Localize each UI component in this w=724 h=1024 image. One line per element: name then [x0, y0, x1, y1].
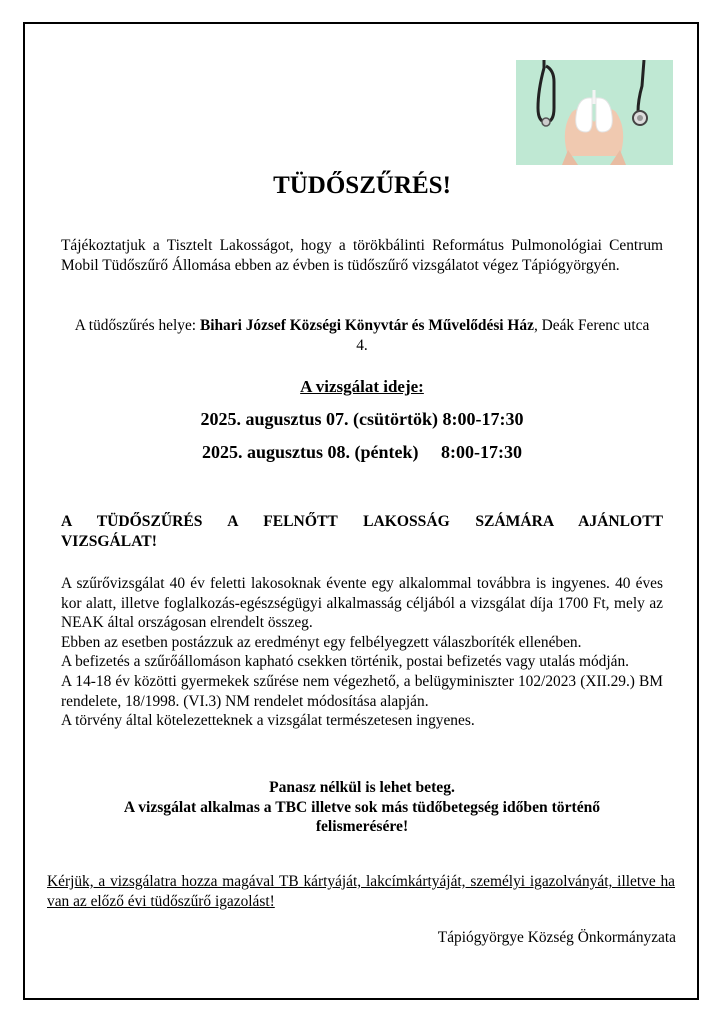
schedule-heading: A vizsgálat ideje:: [300, 377, 424, 396]
schedule-date-2: 2025. augusztus 08. (péntek) 8:00-17:30: [201, 442, 522, 462]
signature: Tápiógyörgye Község Önkormányzata: [437, 929, 676, 946]
body-paragraph: A befizetés a szűrőállomáson kapható csekken történik, postai befizetés vagy utalás módján.: [61, 653, 629, 671]
notice-block: [90, 778, 634, 837]
body-paragraph: A szűrővizsgálat 40 év feletti lakosoknak évente egy alkalommal továbbra is ingyenes. 40 éves kor alatt, illetve foglalkozás-egészségügyi alkalmasság céljából a vizsgálat díja 1700 Ft, mely az NEAK által országosan elrendelt összeg.: [61, 575, 663, 632]
lungs-stethoscope-icon: [516, 60, 673, 165]
notice-line-1: Panasz nélkül is lehet beteg.: [269, 779, 455, 796]
location-place: Bihari József Községi Könyvtár és Művelődési Ház: [199, 317, 534, 334]
request-paragraph: Kérjük, a vizsgálatra hozza magával TB kártyáját, lakcímkártyáját, személyi igazolványát, illetve ha van az előző évi tüdőszűrő igazolást!: [47, 873, 675, 910]
lungs-stethoscope-photo: [516, 60, 673, 165]
schedule-date-1: 2025. augusztus 07. (csütörtök) 8:00-17:30: [200, 409, 524, 429]
page-title: TÜDŐSZŰRÉS!: [273, 172, 451, 199]
recommendation-line-1: A TÜDŐSZŰRÉS A FELNŐTT LAKOSSÁG SZÁMÁRA AJÁNLOTT: [61, 513, 663, 530]
location-suffix: , Deák Ferenc utca 4.: [356, 317, 650, 354]
notice-line-2: A vizsgálat alkalmas a TBC illetve sok más tüdőbetegség időben történő felismerésére!: [123, 798, 601, 836]
body-paragraph: Ebben az esetben postázzuk az eredményt egy felbélyegzett válaszboríték ellenében.: [61, 633, 582, 651]
recommendation-heading: [61, 512, 663, 552]
location-paragraph: [73, 316, 651, 355]
body-paragraph: A törvény által kötelezetteknek a vizsgálat természetesen ingyenes.: [61, 712, 475, 730]
location-prefix: A tüdőszűrés helye:: [74, 317, 200, 334]
page-border: [23, 22, 699, 1000]
intro-paragraph: Tájékoztatjuk a Tisztelt Lakosságot, hogy a törökbálinti Református Pulmonológiai Centrum Mobil Tüdőszűrő Állomása ebben az évben is tüdőszűrő vizsgálatot végez Tápiógyörgyén.: [61, 237, 663, 274]
body-text: [61, 574, 663, 731]
recommendation-line-2: VIZSGÁLAT!: [61, 533, 157, 550]
body-paragraph: A 14-18 év közötti gyermekek szűrése nem végezhető, a belügyminiszter 102/2023 (XII.29.) BM rendelete, 18/1998. (VI.3) NM rendelet módosítása alapján.: [61, 672, 663, 710]
